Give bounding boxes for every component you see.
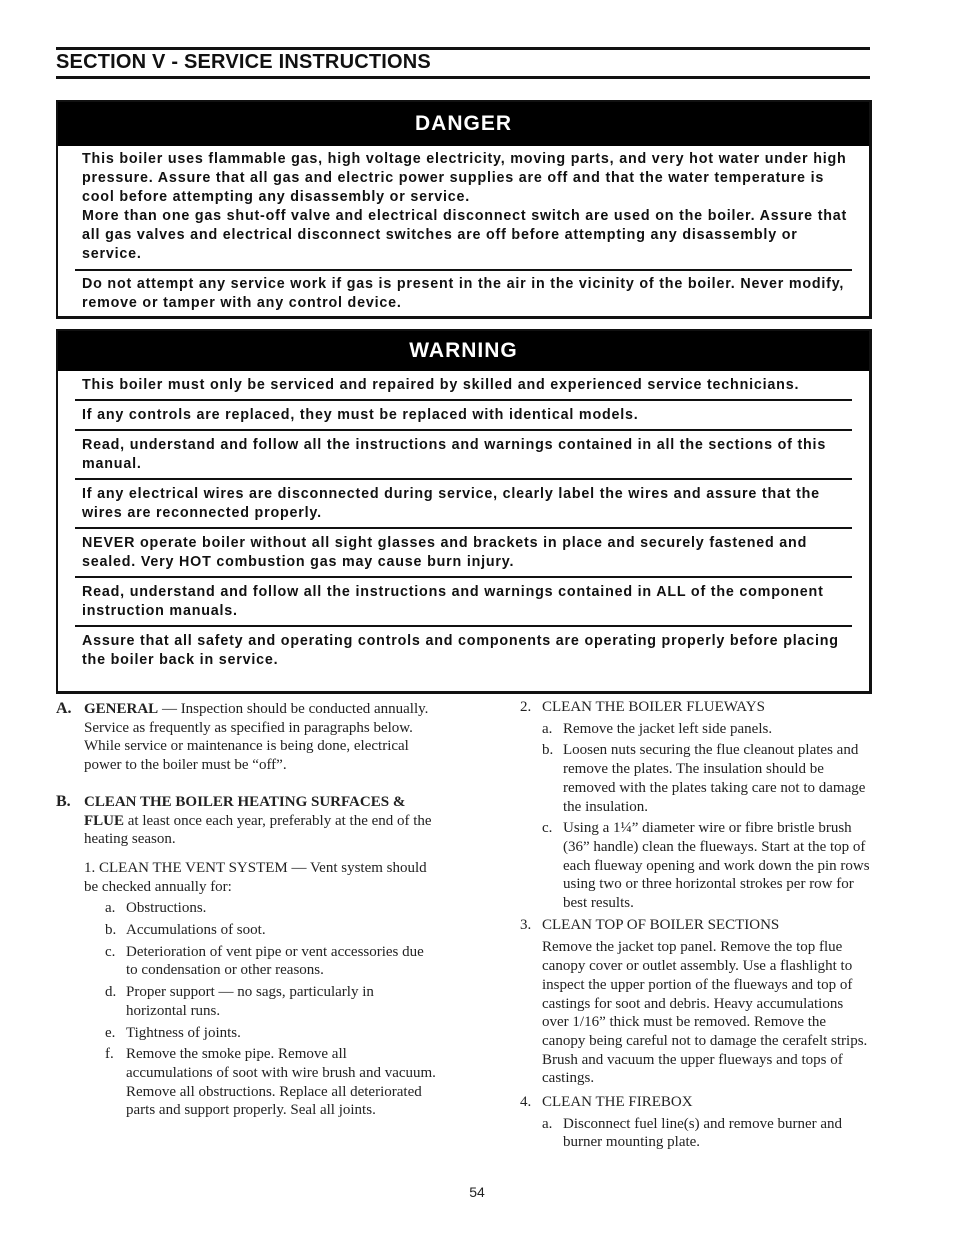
list-item <box>542 741 870 816</box>
paragraph-title: GENERAL <box>84 701 159 717</box>
item-label: a. <box>105 900 116 917</box>
item-text: Using a 1¼” diameter wire or fibre bristle brush (36” handle) clean the flueways. Start at the top of each flueway opening and work down the pin rows using two or three horizontal strokes per row for best results. <box>563 820 870 912</box>
list-item <box>105 943 436 980</box>
step-label: 3. <box>520 916 532 933</box>
item-text: Tightness of joints. <box>126 1024 241 1041</box>
warning-paragraph: If any controls are replaced, they must be replaced with identical models. <box>82 407 639 423</box>
step-label: 4. <box>520 1094 532 1111</box>
list-item <box>542 1115 870 1152</box>
item-label: c. <box>542 820 553 837</box>
danger-box <box>56 100 872 319</box>
danger-paragraph: Do not attempt any service work if gas is present in the air in the vicinity of the boiler. Never modify, remove or tamper with any control device. <box>82 276 845 311</box>
left-column <box>56 700 436 1120</box>
list-item <box>105 921 436 940</box>
paragraph-text: — Inspection should be conducted annually. Service as frequently as specified in paragraphs below. While service or maintenance is being done, electrical power to the boiler must be “off”. <box>84 701 429 774</box>
item-text: Proper support — no sags, particularly in horizontal runs. <box>126 984 374 1019</box>
step-title: CLEAN TOP OF BOILER SECTIONS <box>542 916 780 933</box>
paragraph-a <box>56 700 436 775</box>
item-label: c. <box>105 943 116 960</box>
list-item <box>542 819 870 913</box>
step-title: CLEAN THE FIREBOX <box>542 1094 693 1111</box>
paragraph-b <box>56 793 436 849</box>
firebox-list <box>520 1115 870 1152</box>
list-item <box>105 1045 436 1120</box>
item-label: a. <box>542 720 553 737</box>
danger-paragraph: This boiler uses flammable gas, high voltage electricity, moving parts, and very hot water under high pressure. Assure that all gas and electric power supplies are off and that the water temperature is cool before attempting any disassembly or service. <box>82 151 847 205</box>
item-label: e. <box>105 1024 116 1041</box>
step-text: Remove the jacket top panel. Remove the top flue canopy cover or outlet assembly. Use a flashlight to inspect the upper portion of the flueways and top of castings for soot and debris. Heavy accumulations over 1/16” thick must be removed. Remove the canopy being careful not to damage the cerafelt strips. Brush and vacuum the upper flueways and tops of castings. <box>542 939 868 1087</box>
warning-heading: WARNING <box>58 331 869 371</box>
list-item <box>105 1024 436 1043</box>
item-label: d. <box>105 984 117 1001</box>
vent-checklist <box>56 899 436 1120</box>
item-text: Obstructions. <box>126 900 207 917</box>
step-firebox <box>520 1093 870 1112</box>
warning-paragraph: Read, understand and follow all the instructions and warnings contained in ALL of the component instruction manuals. <box>82 584 824 619</box>
warning-paragraph: This boiler must only be serviced and repaired by skilled and experienced service technicians. <box>82 377 800 393</box>
item-text: Accumulations of soot. <box>126 922 266 939</box>
item-text: Remove the jacket left side panels. <box>563 720 773 737</box>
warning-box <box>56 329 872 694</box>
item-text: Remove the smoke pipe. Remove all accumulations of soot with wire brush and vacuum. Remove all obstructions. Replace all deteriorated parts and support properly. Seal all joints. <box>126 1046 436 1119</box>
list-item <box>105 983 436 1020</box>
step-flueways <box>520 698 870 717</box>
item-text: Disconnect fuel line(s) and remove burner and burner mounting plate. <box>563 1115 843 1151</box>
item-text: Deterioration of vent pipe or vent accessories due to condensation or other reasons. <box>126 943 424 979</box>
item-label: f. <box>105 1046 114 1063</box>
paragraph-title: CLEAN THE BOILER HEATING SURFACES & FLUE <box>84 793 406 829</box>
step-label: 2. <box>520 699 532 715</box>
flueways-list <box>520 720 870 913</box>
section-title: SECTION V - SERVICE INSTRUCTIONS <box>56 51 431 73</box>
right-column <box>520 698 870 1152</box>
step-vent-intro: 1. CLEAN THE VENT SYSTEM — Vent system should be checked annually for: <box>84 859 427 895</box>
item-label: a. <box>542 1115 553 1132</box>
warning-paragraph: NEVER operate boiler without all sight glasses and brackets in place and securely fastened and sealed. Very HOT combustion gas may cause burn injury. <box>82 535 808 570</box>
list-item <box>542 720 870 739</box>
paragraph-letter: B. <box>56 792 71 810</box>
warning-paragraph: Assure that all safety and operating controls and components are operating properly before placing the boiler back in service. <box>82 633 839 668</box>
danger-heading: DANGER <box>58 102 869 146</box>
paragraph-letter: A. <box>56 700 72 717</box>
section-header <box>56 47 870 79</box>
step-title: CLEAN THE BOILER FLUEWAYS <box>542 699 765 715</box>
warning-paragraph: Read, understand and follow all the instructions and warnings contained in all the sections of this manual. <box>82 437 827 472</box>
warning-paragraph: If any electrical wires are disconnected during service, clearly label the wires and assure that the wires are reconnected properly. <box>82 486 820 521</box>
page-number: 54 <box>469 1184 485 1200</box>
list-item <box>105 899 436 918</box>
item-label: b. <box>542 742 554 759</box>
item-label: b. <box>105 922 117 939</box>
item-text: Loosen nuts securing the flue cleanout plates and remove the plates. The insulation should be removed with the plates taking care not to damage the insulation. <box>563 742 866 815</box>
paragraph-text: at least once each year, preferably at the end of the heating season. <box>84 812 432 848</box>
danger-paragraph: More than one gas shut-off valve and electrical disconnect switch are used on the boiler. Assure that all gas valves and electrical disconnect switches are off before attempting any disassembly or service. <box>82 208 848 262</box>
step-top-sections <box>520 916 870 935</box>
